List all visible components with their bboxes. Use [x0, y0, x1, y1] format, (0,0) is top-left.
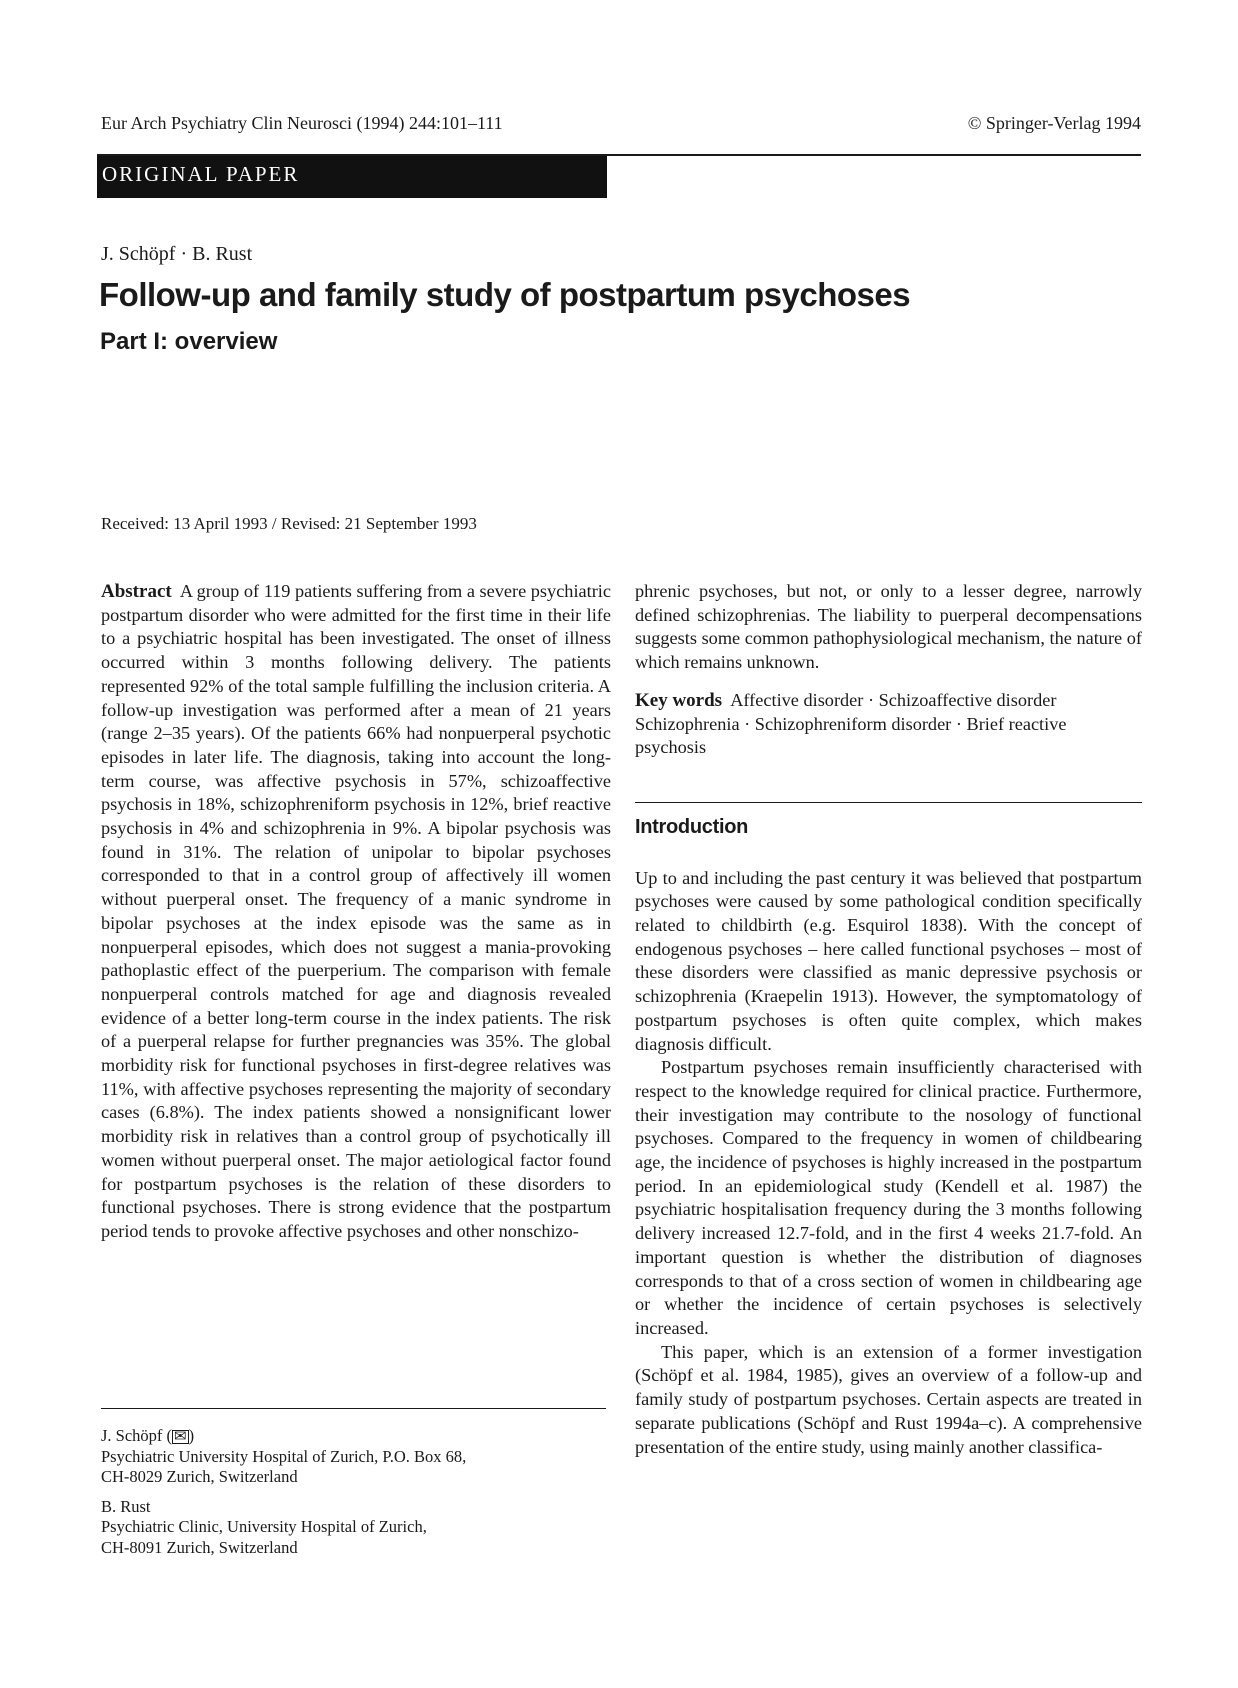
author-addresses: [101, 1426, 611, 1567]
footnote-rule: [101, 1408, 606, 1409]
intro-paragraph-3: This paper, which is an extension of a former investigation (Schöpf et al. 1984, 1985), gives an overview of a follow-up and family study of postpartum psychoses. Certain aspects are treated in separate publications (Schöpf and Rust 1994a–c). A comprehensive presentation of the entire study, using mainly another classifica-: [635, 1341, 1142, 1457]
author2-address-line1: Psychiatric Clinic, University Hospital of Zurich,: [101, 1517, 427, 1536]
journal-citation: Eur Arch Psychiatry Clin Neurosci (1994) 244:101–111: [101, 113, 503, 133]
envelope-icon: ✉: [174, 1429, 187, 1445]
article-title: Follow-up and family study of postpartum psychoses: [99, 276, 911, 313]
author1-address-line1: Psychiatric University Hospital of Zurich, P.O. Box 68,: [101, 1446, 467, 1466]
intro-paragraph-2: Postpartum psychoses remain insufficiently characterised with respect to the knowledge required for clinical practice. Furthermore, their investigation may contribute to the nosology of functional psychoses. Compared to the frequency in women of childbearing age, the incidence of psychoses is highly increased in the postpartum period. In an epidemiological study (Kendell et al. 1987) the psychiatric hospitalisation frequency during the 3 months following delivery increased 12.7-fold, and in the first 4 weeks 21.7-fold. An important question is whether the distribution of diagnoses corresponds to that of a cross section of women in childbearing age or whether the incidence of certain psychoses is selectively increased.: [635, 1057, 1142, 1338]
article-subtitle: Part I: overview: [100, 328, 278, 355]
abstract-label: Abstract: [101, 581, 172, 602]
author2-address-line2: CH-8091 Zurich, Switzerland: [101, 1537, 298, 1557]
abstract-text: A group of 119 patients suffering from a severe psychiatric postpartum disorder who were admitted for the first time in their life to a psychiatric hospital has been investigated. The onset of illness occurred within 3 months following delivery. The patients represented 92% of the total sample fulfilling the inclusion criteria. A follow-up investigation was performed after a mean of 21 years (range 2–35 years). Of the patients 66% had nonpuerperal psychotic episodes in later life. The diagnosis, taking into account the long-term course, was affective psychosis in 57%, schizoaffective psychosis in 18%, schizophreniform psychosis in 12%, brief reactive psychosis in 4% and schizophrenia in 9%. A bipolar psychosis was found in 31%. The relation of unipolar to bipolar psychoses corresponded to that in a control group of affectively ill women without puerperal onset. The frequency of a manic syndrome in bipolar psychoses at the index episode was the same as in nonpuerperal episodes, which does not suggest a mania-provoking pathoplastic effect of the puerperium. The comparison with female nonpuerperal controls matched for age and diagnosis revealed evidence of a better long-term course in the index patients. The risk of a puerperal relapse for further pregnancies was 35%. The global morbidity risk for functional psychoses in first-degree relatives was 11%, with affective psychoses representing the majority of secondary cases (6.8%). The index patients showed a nonsignificant lower morbidity risk in relatives than a control group of psychotically ill women without puerperal onset. The major aetiological factor found for postpartum psychoses is the relation of these disorders to functional psychoses. There is strong evidence that the postpartum period tends to provoke affective psychoses and other nonschizo-: [101, 581, 611, 1241]
keywords-paragraph: [635, 689, 1142, 760]
author1-address-line2: CH-8029 Zurich, Switzerland: [101, 1467, 298, 1486]
author1-name: J. Schöpf: [101, 1426, 163, 1445]
introduction-heading: Introduction: [635, 815, 749, 838]
abstract-continuation: phrenic psychoses, but not, or only to a lesser degree, narrowly defined schizophrenias. The liability to puerperal decompensations suggests some common pathophysiological mechanism, the nature of which remains unknown.: [635, 581, 1142, 673]
section-rule: [635, 802, 1142, 803]
abstract-paragraph: [101, 580, 611, 1244]
right-column: [635, 580, 1142, 1459]
authors: J. Schöpf · B. Rust: [101, 243, 253, 265]
keywords-label: Key words: [635, 689, 723, 711]
received-dates: Received: 13 April 1993 / Revised: 21 September 1993: [101, 514, 477, 533]
keywords-text: Affective disorder · Schizoaffective disorder Schizophrenia · Schizophreniform disorder · Brief reactive psychosis: [635, 689, 1067, 758]
copyright-notice: © Springer-Verlag 1994: [967, 113, 1141, 133]
intro-paragraph-1: Up to and including the past century it was believed that postpartum psychoses were caused by some pathological condition specifically related to childbirth (e.g. Esquirol 1838). With the concept of endogenous psychoses – here called functional psychoses – most of these disorders were classified as manic depressive psychosis or schizophrenia (Kraepelin 1913). However, the symptomatology of postpartum psychoses is often quite complex, which makes diagnosis difficult.: [635, 867, 1142, 1054]
author-address-1: J. Schöpf ( ✉ ) Psychiatric University Hospital of Zurich, P.O. Box 68, CH-8029 Zurich, Switzerland: [101, 1426, 611, 1488]
article-type-label: ORIGINAL PAPER: [102, 162, 300, 186]
author-address-2: [101, 1497, 611, 1559]
author2-name: B. Rust: [101, 1496, 151, 1516]
left-column: [101, 580, 611, 1244]
